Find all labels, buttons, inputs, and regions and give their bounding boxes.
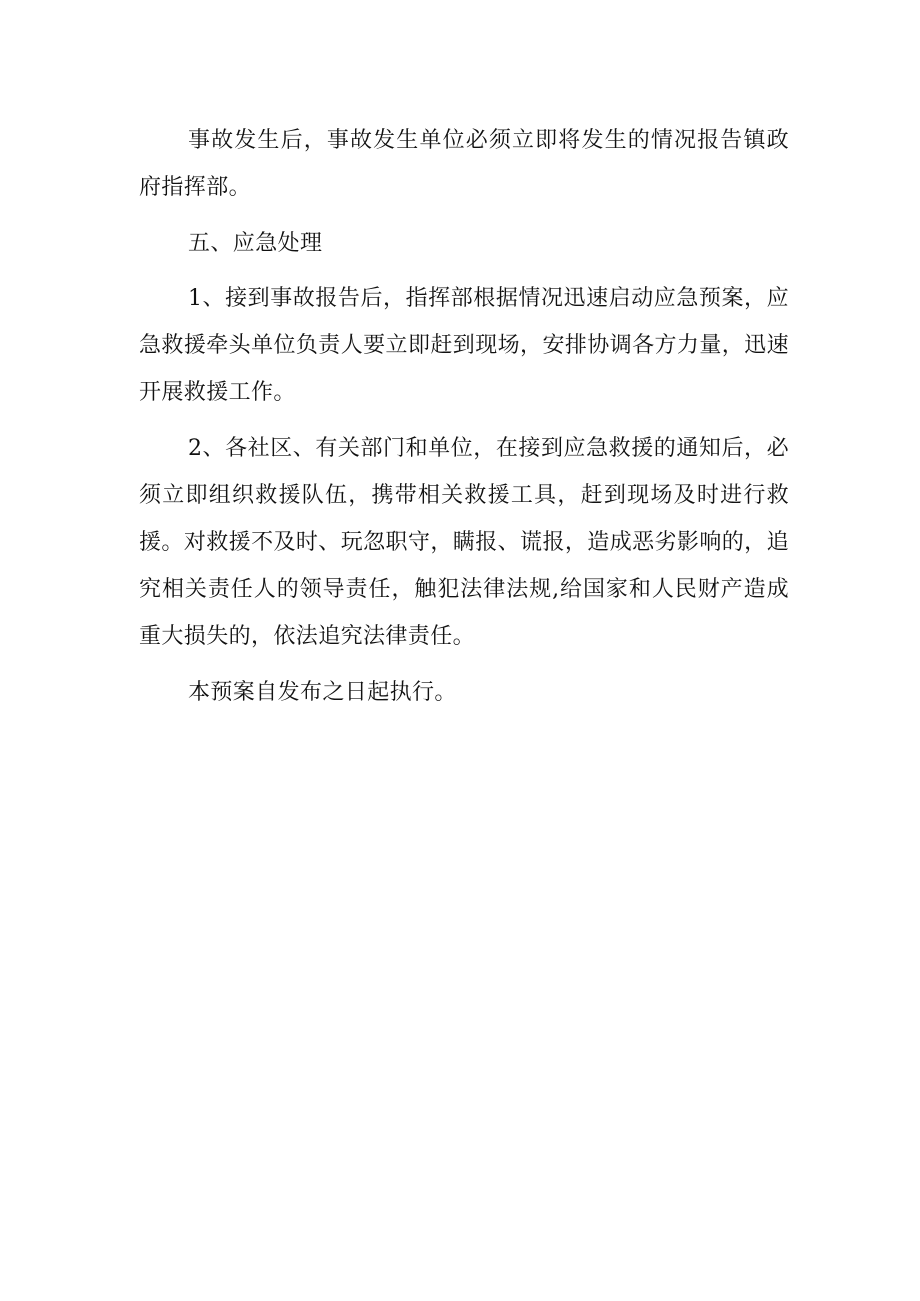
item-1-paragraph: 1、接到事故报告后，指挥部根据情况迅速启动应急预案，应急救援牵头单位负责人要立即赶到现场，安排协调各方力量，迅速开展救援工作。 <box>139 286 789 405</box>
closing-paragraph: 本预案自发布之日起执行。 <box>188 680 457 705</box>
item-2-paragraph: 2、各社区、有关部门和单位，在接到应急救援的通知后，必须立即组织救援队伍，携带相关救援工具，赶到现场及时进行救援。对救援不及时、玩忽职守，瞒报、谎报，造成恶劣影响的，追究相关责任人的领导责任，触犯法律法规,给国家和人民财产造成重大损失的，依法追究法律责任。 <box>139 436 789 649</box>
section-heading: 五、应急处理 <box>188 231 323 256</box>
document-body <box>139 117 789 725</box>
report-paragraph: 事故发生后，事故发生单位必须立即将发生的情况报告镇政府指挥部。 <box>139 128 789 200</box>
